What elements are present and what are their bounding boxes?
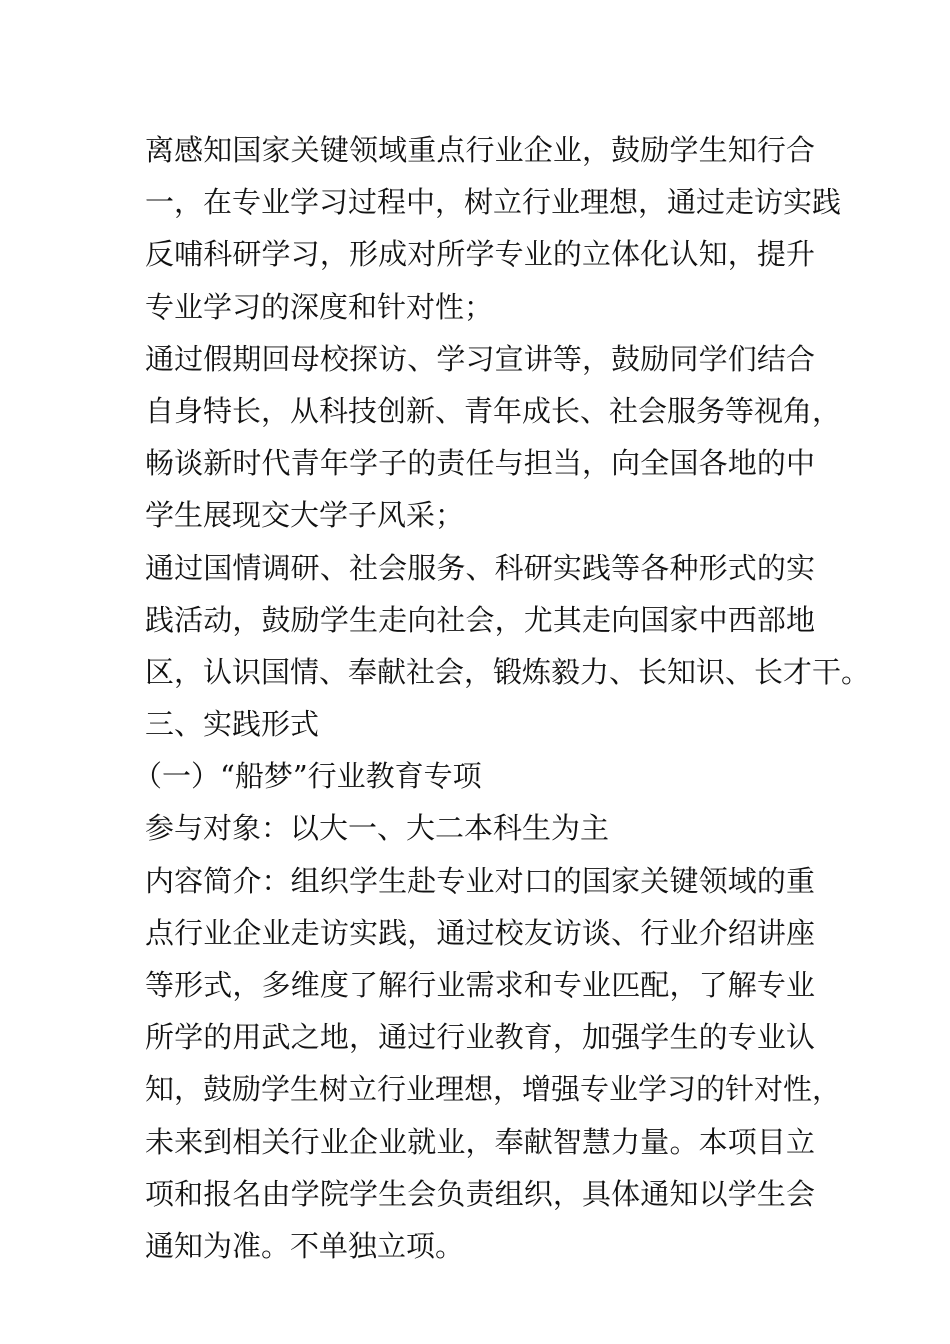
body-text-line: 未来到相关行业企业就业，奉献智慧力量。本项目立 (145, 1124, 815, 1159)
body-text-line: 区，认识国情、奉献社会，锻炼毅力、长知识、长才干。 (145, 654, 871, 689)
body-text-line: 通过国情调研、社会服务、科研实践等各种形式的实 (145, 550, 815, 585)
section-heading: 三、实践形式 (145, 707, 320, 742)
body-text-line: 反哺科研学习，形成对所学专业的立体化认知，提升 (145, 237, 815, 272)
body-text-line: 点行业企业走访实践，通过校友访谈、行业介绍讲座 (145, 915, 815, 950)
body-text-line: 知，鼓励学生树立行业理想，增强专业学习的针对性， (145, 1072, 842, 1107)
body-text-line: 通知为准。不单独立项。 (145, 1228, 465, 1263)
body-text-line: 等形式，多维度了解行业需求和专业匹配，了解专业 (145, 968, 815, 1002)
body-text-line: 内容简介：组织学生赴专业对口的国家关键领域的重 (145, 863, 815, 898)
document-body (133, 124, 871, 1272)
body-text-line: 畅谈新时代青年学子的责任与担当，向全国各地的中 (145, 446, 815, 481)
body-text-line: 离感知国家关键领域重点行业企业，鼓励学生知行合 (145, 133, 815, 167)
body-text-line: 项和报名由学院学生会负责组织，具体通知以学生会 (145, 1176, 815, 1211)
body-text-line: 学生展现交大学子风采； (145, 498, 465, 533)
body-text-line: 一，在专业学习过程中，树立行业理想，通过走访实践 (145, 185, 842, 220)
body-text-line: 践活动，鼓励学生走向社会，尤其走向国家中西部地 (145, 602, 815, 637)
subsection-heading: （一）“船梦”行业教育专项 (133, 759, 482, 794)
body-text-line: 专业学习的深度和针对性； (145, 289, 494, 324)
body-text-line: 通过假期回母校探访、学习宣讲等，鼓励同学们结合 (145, 341, 815, 376)
body-text-line: 自身特长，从科技创新、青年成长、社会服务等视角， (145, 393, 842, 428)
body-text-line: 所学的用武之地，通过行业教育，加强学生的专业认 (145, 1020, 815, 1055)
participants-line: 参与对象：以大一、大二本科生为主 (145, 811, 610, 846)
